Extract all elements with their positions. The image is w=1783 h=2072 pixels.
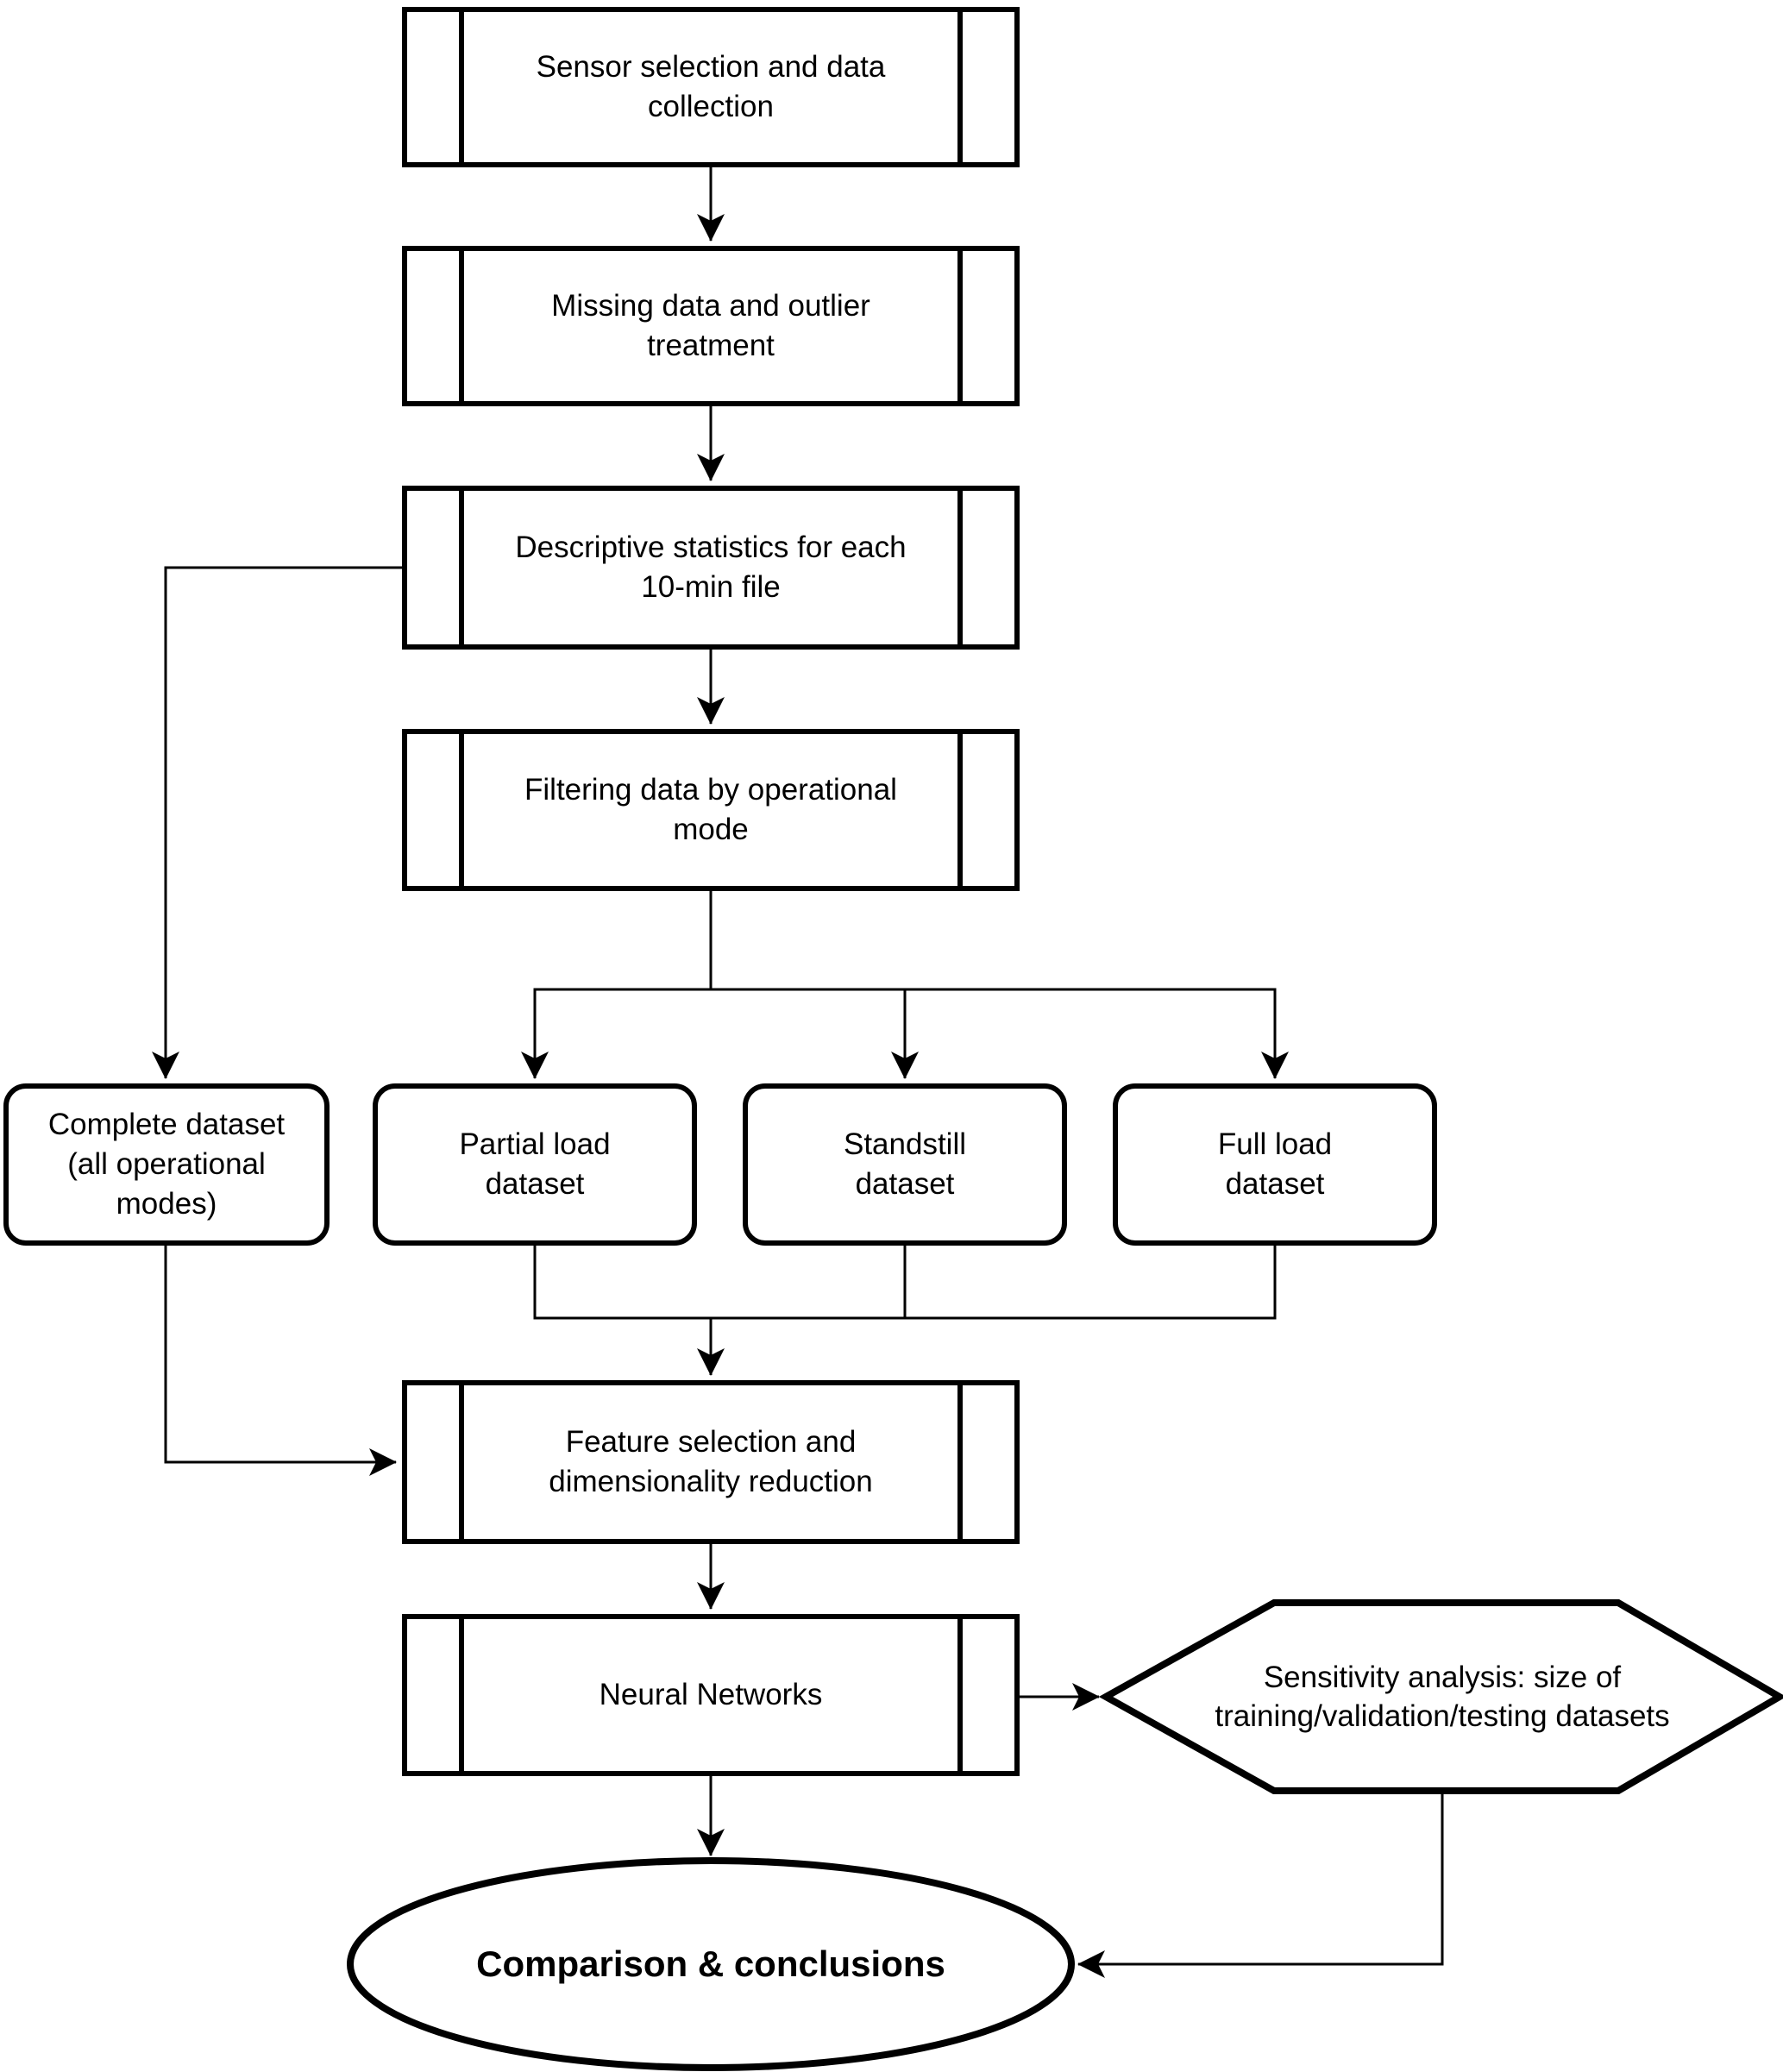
node-feature-selection [402, 1380, 1020, 1544]
node-feature-selection-label: Feature selection and dimensionality reduction [549, 1424, 873, 1498]
edge-complete-to-feature [166, 1246, 396, 1462]
node-missing-data [402, 246, 1020, 406]
subroutine-bar-right [957, 251, 963, 401]
node-sensitivity-analysis-label: Sensitivity analysis: size of training/validation/testing datasets [1215, 1660, 1670, 1733]
subroutine-bar-left [459, 734, 464, 886]
subroutine-bar-right [957, 1619, 963, 1771]
node-descriptive-stats [402, 486, 1020, 650]
node-full-load [1113, 1083, 1437, 1246]
subroutine-bar-left [459, 491, 464, 644]
node-partial-load [373, 1083, 697, 1246]
edge-descriptive-to-complete [166, 568, 402, 1078]
node-descriptive-stats-label: Descriptive statistics for each 10-min file [515, 530, 907, 604]
subroutine-bar-left [459, 251, 464, 401]
node-neural-networks [402, 1614, 1020, 1776]
node-comparison-label: Comparison & conclusions [476, 1943, 945, 1984]
node-complete-dataset-label: Complete dataset (all operational modes) [47, 1107, 286, 1221]
subroutine-bar-right [957, 734, 963, 886]
node-sensor-selection [402, 7, 1020, 167]
node-neural-networks-label: Neural Networks [599, 1677, 823, 1711]
subroutine-bar-left [459, 1385, 464, 1539]
subroutine-bar-right [957, 491, 963, 644]
subroutine-bar-right [957, 1385, 963, 1539]
node-full-load-label: Full load dataset [1217, 1127, 1333, 1201]
subroutine-bar-left [459, 12, 464, 162]
node-filtering [402, 729, 1020, 891]
node-filtering-label: Filtering data by operational mode [524, 772, 897, 846]
edge-sensitivity-to-comparison [1078, 1788, 1442, 1964]
node-standstill-label: Standstill dataset [843, 1127, 967, 1201]
node-complete-dataset [3, 1083, 330, 1246]
node-sensor-selection-label: Sensor selection and data collection [536, 49, 886, 123]
node-partial-load-label: Partial load dataset [459, 1127, 611, 1201]
subroutine-bar-left [459, 1619, 464, 1771]
node-missing-data-label: Missing data and outlier treatment [551, 288, 870, 362]
subroutine-bar-right [957, 12, 963, 162]
node-standstill [743, 1083, 1067, 1246]
